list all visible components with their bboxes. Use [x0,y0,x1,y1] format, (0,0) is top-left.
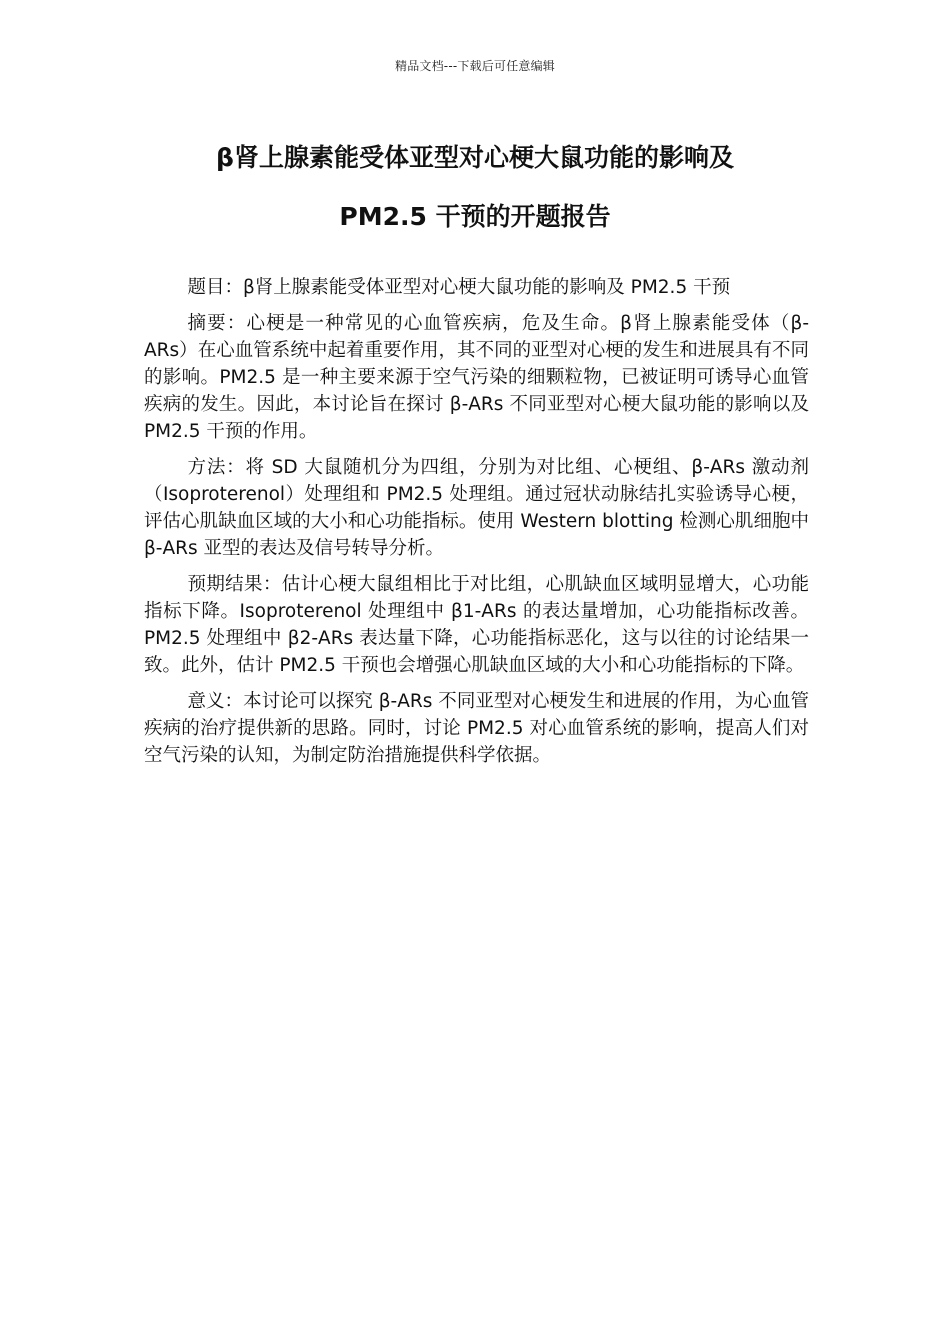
paragraph-text: β肾上腺素能受体亚型对心梗大鼠功能的影响及 PM2.5 干预 [242,277,731,298]
document-title-line-2: PM2.5 干预的开题报告 [339,202,611,231]
paragraph-label: 意义： [187,691,244,712]
page-header-watermark: 精品文档---下载后可任意编辑 [395,59,555,73]
paragraph-label: 预期结果： [187,574,282,595]
paragraph-label: 摘要： [187,313,247,334]
paragraph-text: 本讨论可以探究 β-ARs 不同亚型对心梗发生和进展的作用，为心血管疾病的治疗提供新的思路。同时，讨论 PM2.5 对心血管系统的影响，提高人们对空气污染的认知，为制定防治措施提供科学依据。 [144,691,809,766]
paragraph-text: 将 SD 大鼠随机分为四组，分别为对比组、心梗组、β-ARs 激动剂（Isoproterenol）处理组和 PM2.5 处理组。通过冠状动脉结扎实验诱导心梗，评估心肌缺血区域的大小和心功能指标。使用 Western blotting 检测心肌细胞中 β-ARs 亚型的表达及信号转导分析。 [144,457,809,559]
document-title-line-1: β肾上腺素能受体亚型对心梗大鼠功能的影响及 [216,143,734,172]
paragraph-significance [144,688,809,769]
paragraph-methods [144,454,809,562]
paragraph-abstract [144,310,809,445]
paragraph-expected-results [144,571,809,679]
paragraph-label: 方法： [187,457,246,478]
paragraph-text: 估计心梗大鼠组相比于对比组，心肌缺血区域明显增大，心功能指标下降。Isoproterenol 处理组中 β1-ARs 的表达量增加，心功能指标改善。PM2.5 处理组中 β2-ARs 表达量下降，心功能指标恶化，这与以往的讨论结果一致。此外，估计 PM2.5 干预也会增强心肌缺血区域的大小和心功能指标的下降。 [144,574,809,676]
paragraph-text: 心梗是一种常见的心血管疾病，危及生命。β肾上腺素能受体（β-ARs）在心血管系统中起着重要作用，其不同的亚型对心梗的发生和进展具有不同的影响。PM2.5 是一种主要来源于空气污染的细颗粒物，已被证明可诱导心血管疾病的发生。因此，本讨论旨在探讨 β-ARs 不同亚型对心梗大鼠功能的影响以及 PM2.5 干预的作用。 [144,313,809,442]
paragraph-topic [144,274,809,301]
document-body [144,274,809,778]
paragraph-label: 题目： [187,277,243,298]
